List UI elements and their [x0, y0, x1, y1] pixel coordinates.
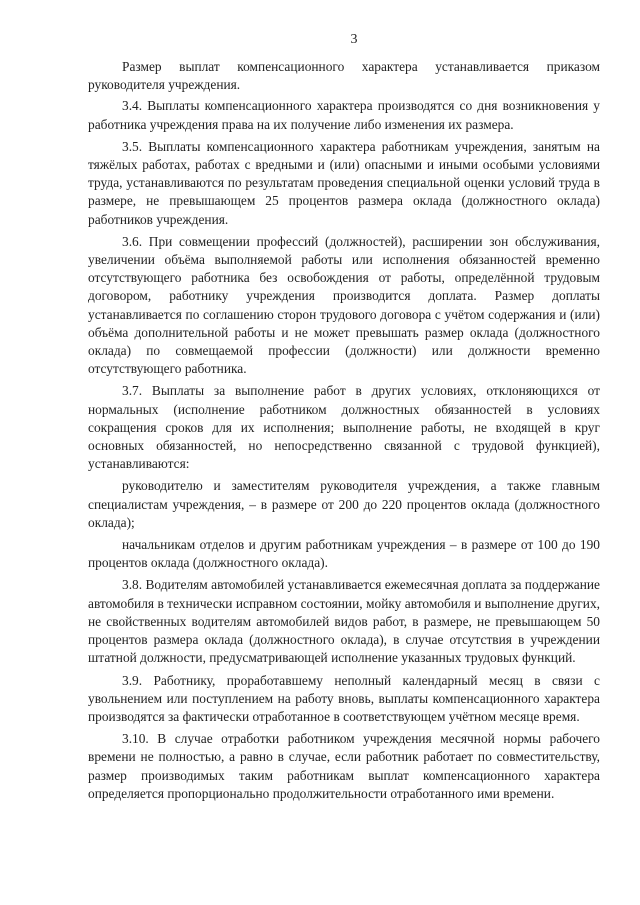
- paragraph-3-7-item-heads: руководителю и заместителям руководителя учреждения, а также главным специалистам учреждения, – в размере от 200 до 220 процентов оклада (должностного оклада);: [88, 478, 600, 530]
- paragraph-3-8: 3.8. Водителям автомобилей устанавливается ежемесячная доплата за поддержание автомобиля в технически исправном состоянии, мойку автомобиля и выполнение других, не свойственных водителям автомобилей видов работ, в размере, не превышающем 50 процентов размера оклада (должностного оклада), в случае отсутствия в учреждении штатной должности, предусматривающей исполнение указанных трудовых функций.: [88, 577, 600, 666]
- paragraph-3-4: 3.4. Выплаты компенсационного характера производятся со дня возникновения у работника учреждения права на их получение либо изменения их размера.: [88, 98, 600, 132]
- paragraph-3-9: 3.9. Работнику, проработавшему неполный календарный месяц в связи с увольнением или поступлением на работу вновь, выплаты компенсационного характера производятся за фактически отработанное в соответствующем учётном месяце время.: [88, 672, 600, 724]
- paragraph-intro: Размер выплат компенсационного характера устанавливается приказом руководителя учреждения.: [88, 59, 600, 93]
- paragraph-3-5: 3.5. Выплаты компенсационного характера работникам учреждения, занятым на тяжёлых работах, работах с вредными и (или) опасными и иными особыми условиями труда, устанавливаются по результатам проведения специальной оценки условий труда в размере, не превышающем 25 процентов размера оклада (должностного оклада) работников учреждения.: [88, 138, 600, 227]
- paragraph-3-7-item-staff: начальникам отделов и другим работникам учреждения – в размере от 100 до 190 процентов оклада (должностного оклада).: [88, 537, 600, 571]
- paragraph-3-6: 3.6. При совмещении профессий (должностей), расширении зон обслуживания, увеличении объёма выполняемой работы или исполнения обязанностей временно отсутствующего работника без освобождения от работы, определённой трудовым договором, работнику учреждения производится доплата. Размер доплаты устанавливается по соглашению сторон трудового договора с учётом содержания и (или) объёма дополнительной работы и не может превышать размер оклада (должностного оклада) по совмещаемой профессии (должности) или должности временно отсутствующего работника.: [88, 233, 600, 377]
- paragraph-3-7: 3.7. Выплаты за выполнение работ в других условиях, отклоняющихся от нормальных (исполнение работником должностных обязанностей в условиях сокращения сроков для их исполнения; выполнение работы, не входящей в круг основных обязанностей, но непосредственно связанной с трудовой функцией), устанавливаются:: [88, 383, 600, 472]
- page-number: 3: [350, 32, 358, 47]
- paragraph-3-10: 3.10. В случае отработки работником учреждения месячной нормы рабочего времени не полностью, а равно в случае, если работник работает по совместительству, размер производимых таким работникам выплат компенсационного характера определяется пропорционально продолжительности отработанного ими времени.: [88, 731, 600, 801]
